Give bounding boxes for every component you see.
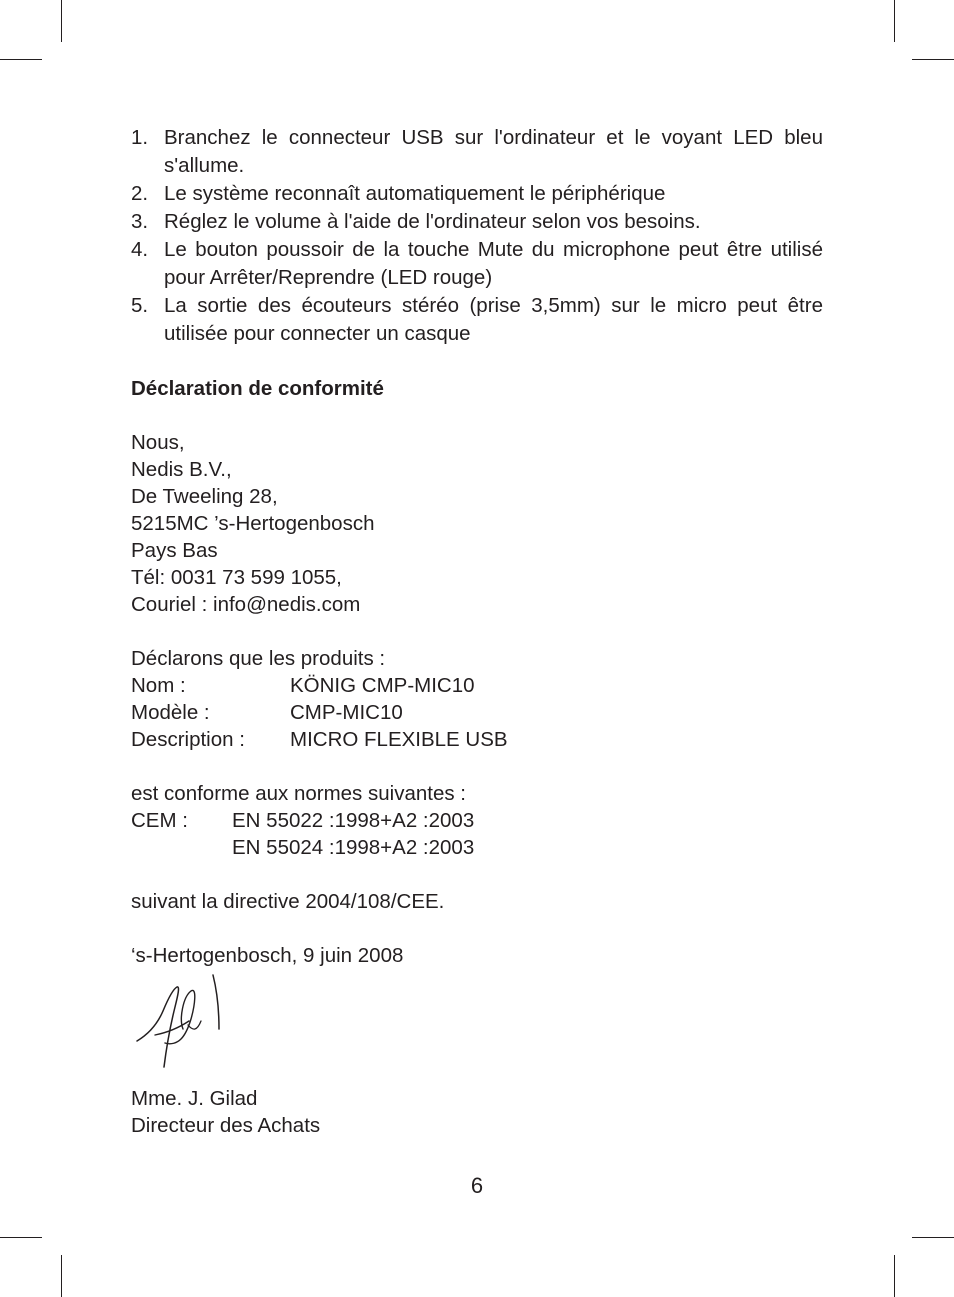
product-row xyxy=(131,699,823,726)
norm-row xyxy=(131,807,823,834)
norm-label: CEM : xyxy=(131,809,188,832)
product-label: Description : xyxy=(131,728,245,751)
page-content xyxy=(131,124,823,1139)
step-number: 4. xyxy=(131,238,149,261)
norms-list xyxy=(131,807,823,861)
crop-mark-bottom-left-horizontal xyxy=(0,1237,42,1238)
step-text: Branchez le connecteur USB sur l'ordinateur et le voyant LED bleu s'allume. xyxy=(164,126,823,177)
crop-mark-top-right-vertical xyxy=(894,0,895,42)
spacer xyxy=(131,348,823,375)
norm-label xyxy=(131,834,232,861)
spacer xyxy=(131,861,823,888)
declaration-heading: Déclaration de conformité xyxy=(131,377,384,400)
address-line: Couriel : info@nedis.com xyxy=(131,593,361,616)
product-details xyxy=(131,672,823,753)
address-line: Nous, xyxy=(131,431,185,454)
crop-mark-top-right-horizontal xyxy=(912,59,954,60)
product-label: Modèle : xyxy=(131,701,210,724)
signatory-name: Mme. J. Gilad xyxy=(131,1087,258,1110)
address-line: 5215MC ’s-Hertogenbosch xyxy=(131,512,375,535)
signature-icon xyxy=(133,973,233,1073)
product-value: MICRO FLEXIBLE USB xyxy=(290,728,508,751)
instruction-step xyxy=(131,236,823,292)
crop-mark-bottom-right-horizontal xyxy=(912,1237,954,1238)
signature xyxy=(131,969,823,1085)
step-number: 5. xyxy=(131,294,149,317)
norms-intro: est conforme aux normes suivantes : xyxy=(131,782,466,805)
step-number: 3. xyxy=(131,210,149,233)
instruction-list xyxy=(131,124,823,348)
page-number: 6 xyxy=(470,1173,484,1198)
norm-value: EN 55024 :1998+A2 :2003 xyxy=(232,836,475,859)
spacer xyxy=(131,915,823,942)
instruction-step xyxy=(131,124,823,180)
product-value: KÖNIG CMP-MIC10 xyxy=(290,674,475,697)
product-value: CMP-MIC10 xyxy=(290,701,403,724)
crop-mark-bottom-left-vertical xyxy=(61,1255,62,1297)
signatory-title: Directeur des Achats xyxy=(131,1114,321,1137)
instruction-step xyxy=(131,180,823,208)
spacer xyxy=(131,402,823,429)
products-intro: Déclarons que les produits : xyxy=(131,647,386,670)
place-and-date: ‘s-Hertogenbosch, 9 juin 2008 xyxy=(131,944,404,967)
step-text: Réglez le volume à l'aide de l'ordinateur selon vos besoins. xyxy=(164,210,701,233)
address-line: Pays Bas xyxy=(131,539,218,562)
directive-line: suivant la directive 2004/108/CEE. xyxy=(131,890,445,913)
norm-row xyxy=(131,834,823,861)
step-text: Le système reconnaît automatiquement le périphérique xyxy=(164,182,666,205)
address-line: De Tweeling 28, xyxy=(131,485,278,508)
company-address xyxy=(131,429,823,618)
product-row xyxy=(131,672,823,699)
address-line: Tél: 0031 73 599 1055, xyxy=(131,566,342,589)
step-number: 1. xyxy=(131,126,149,149)
spacer xyxy=(131,753,823,780)
product-label: Nom : xyxy=(131,674,186,697)
crop-mark-top-left-horizontal xyxy=(0,59,42,60)
crop-mark-top-left-vertical xyxy=(61,0,62,42)
spacer xyxy=(131,618,823,645)
instruction-step xyxy=(131,292,823,348)
product-row xyxy=(131,726,823,753)
step-number: 2. xyxy=(131,182,149,205)
address-line: Nedis B.V., xyxy=(131,458,232,481)
crop-mark-bottom-right-vertical xyxy=(894,1255,895,1297)
instruction-step xyxy=(131,208,823,236)
step-text: La sortie des écouteurs stéréo (prise 3,5mm) sur le micro peut être utilisée pour connecter un casque xyxy=(164,294,823,345)
step-text: Le bouton poussoir de la touche Mute du microphone peut être utilisé pour Arrêter/Reprendre (LED rouge) xyxy=(164,238,823,289)
norm-value: EN 55022 :1998+A2 :2003 xyxy=(232,809,475,832)
